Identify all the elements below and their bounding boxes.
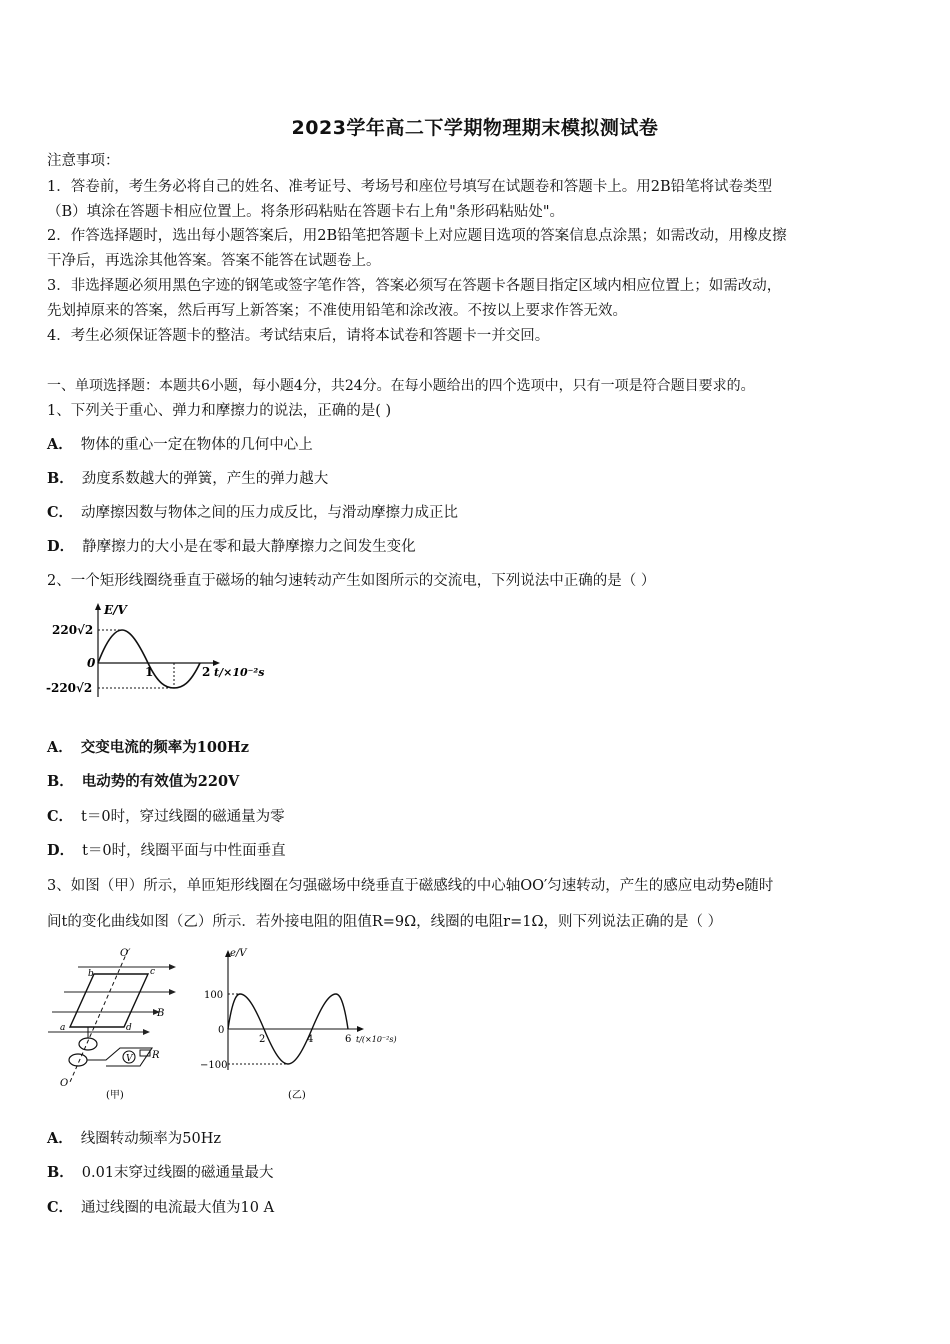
- option-letter: A．: [47, 1130, 73, 1147]
- y-axis-label: E/V: [104, 603, 127, 617]
- q3-option-b: [47, 1163, 274, 1183]
- tick-label-2: 2: [259, 1034, 266, 1045]
- y-max-label: 220√2: [52, 623, 94, 637]
- question-1-stem: 1、下列关于重心、弹力和摩擦力的说法，正确的是( ): [47, 403, 392, 419]
- notice-line: 1．答卷前，考生务必将自己的姓名、准考证号、考场号和座位号填写在试题卷和答题卡上。用2B铅笔将试卷类型: [47, 179, 773, 195]
- resistor-label: R: [152, 1050, 160, 1061]
- caption-jia: (甲): [106, 1090, 124, 1101]
- section-heading: 一、单项选择题：本题共6小题，每小题4分，共24分。在每小题给出的四个选项中，只有一项是符合题目要求的。: [47, 378, 755, 394]
- x-axis-label: t/×10⁻²s: [214, 666, 265, 679]
- x-axis-arrow: [357, 1026, 364, 1032]
- q1-option-d: [47, 537, 416, 557]
- y-axis-label: e/V: [230, 948, 247, 959]
- x-axis-label: t/(×10⁻²s): [356, 1035, 397, 1044]
- q1-option-b: [47, 469, 328, 489]
- tick-label-2: 2: [202, 665, 211, 679]
- label-b: b: [88, 969, 94, 979]
- field-arrow: [169, 989, 176, 995]
- y-max-label: 100: [204, 990, 224, 1001]
- rotation-axis: [70, 950, 128, 1082]
- field-arrow: [169, 964, 176, 970]
- q3-coil-diagram: [44, 944, 194, 1104]
- option-text: 静摩擦力的大小是在零和最大静摩擦力之间发生变化: [82, 539, 416, 555]
- q3-option-a: [47, 1129, 221, 1149]
- label-d: d: [126, 1023, 132, 1033]
- question-3-stem-line1: 3、如图（甲）所示，单匝矩形线圈在匀强磁场中绕垂直于磁感线的中心轴OO′匀速转动，产生的感应电动势e随时: [47, 878, 774, 894]
- q3-emf-graph: [200, 944, 410, 1104]
- y-axis-arrow: [95, 603, 101, 610]
- option-text: 0.01末穿过线圈的磁通量最大: [81, 1165, 274, 1181]
- q2-emf-graph: [44, 600, 279, 705]
- option-text: 物体的重心一定在物体的几何中心上: [80, 437, 313, 453]
- y-min-label: −100: [200, 1060, 228, 1071]
- option-letter: C．: [47, 1199, 74, 1216]
- option-text: t＝0时，线圈平面与中性面垂直: [82, 843, 286, 859]
- caption-yi: (乙): [288, 1090, 306, 1101]
- tick-label-4: 4: [307, 1034, 314, 1045]
- notice-line: 4．考生必须保证答题卡的整洁。考试结束后，请将本试卷和答题卡一并交回。: [47, 328, 550, 344]
- tick-label-6: 6: [345, 1034, 352, 1045]
- notice-line: 先划掉原来的答案，然后再写上新答案；不准使用铅笔和涂改液。不按以上要求作答无效。: [47, 303, 627, 319]
- option-text: 动摩擦因数与物体之间的压力成反比，与滑动摩擦力成正比: [81, 505, 459, 521]
- option-text: 通过线圈的电流最大值为10 A: [81, 1200, 275, 1216]
- option-text: 交变电流的频率为100Hz: [80, 739, 249, 756]
- q2-option-d: [47, 841, 286, 861]
- q1-option-c: [47, 503, 458, 523]
- notice-heading: 注意事项：: [47, 153, 120, 169]
- option-text: 线圈转动频率为50Hz: [80, 1131, 222, 1147]
- notice-line: （B）填涂在答题卡相应位置上。将条形码粘贴在答题卡右上角"条形码粘贴处"。: [47, 204, 564, 220]
- option-letter: B．: [47, 470, 74, 487]
- question-3-stem-line2: 间t的变化曲线如图（乙）所示．若外接电阻的阻值R=9Ω，线圈的电阻r=1Ω，则下列说法正确的是（ ）: [47, 914, 723, 930]
- emf-curve: [98, 630, 200, 688]
- voltmeter-label: V: [126, 1054, 133, 1064]
- notice-line: 干净后，再选涂其他答案。答案不能答在试题卷上。: [47, 253, 381, 269]
- notice-line: 3．非选择题必须用黑色字迹的钢笔或签字笔作答，答案必须写在答题卡各题目指定区域内相应位置上；如需改动，: [47, 278, 782, 294]
- q2-option-b: [47, 772, 239, 792]
- y-min-label: -220√2: [46, 681, 93, 695]
- q1-option-a: [47, 435, 313, 455]
- slip-ring: [69, 1054, 87, 1066]
- option-letter: A．: [47, 739, 73, 756]
- option-letter: C．: [47, 808, 74, 825]
- label-a: a: [60, 1023, 66, 1033]
- label-c: c: [150, 967, 156, 977]
- external-circuit: [87, 1048, 152, 1066]
- option-text: 电动势的有效值为220V: [81, 773, 240, 790]
- option-text: t＝0时，穿过线圈的磁通量为零: [81, 809, 285, 825]
- option-letter: B．: [47, 773, 74, 790]
- tick-label-1: 1: [145, 665, 154, 679]
- option-text: 劲度系数越大的弹簧，产生的弹力越大: [81, 471, 329, 487]
- question-2-stem: 2、一个矩形线圈绕垂直于磁场的轴匀速转动产生如图所示的交流电，下列说法中正确的是（ ）: [47, 573, 656, 589]
- page-title: 2023学年高二下学期物理期末模拟测试卷: [291, 117, 659, 139]
- coil: [70, 974, 148, 1027]
- option-letter: A．: [47, 436, 73, 453]
- o-prime-label: O′: [120, 948, 131, 959]
- notice-line: 2．作答选择题时，选出每小题答案后，用2B铅笔把答题卡上对应题目选项的答案信息点涂黑；如需改动，用橡皮擦: [47, 228, 787, 244]
- option-letter: B．: [47, 1164, 74, 1181]
- q2-option-a: [47, 738, 249, 758]
- origin-label: 0: [87, 656, 96, 670]
- option-letter: D．: [47, 538, 75, 555]
- origin-label: 0: [218, 1025, 225, 1036]
- q3-option-c: [47, 1198, 274, 1218]
- option-letter: D．: [47, 842, 75, 859]
- q2-option-c: [47, 807, 285, 827]
- label-b-field: B: [157, 1008, 165, 1019]
- option-letter: C．: [47, 504, 74, 521]
- field-arrow: [143, 1029, 150, 1035]
- o-label: O: [60, 1078, 69, 1089]
